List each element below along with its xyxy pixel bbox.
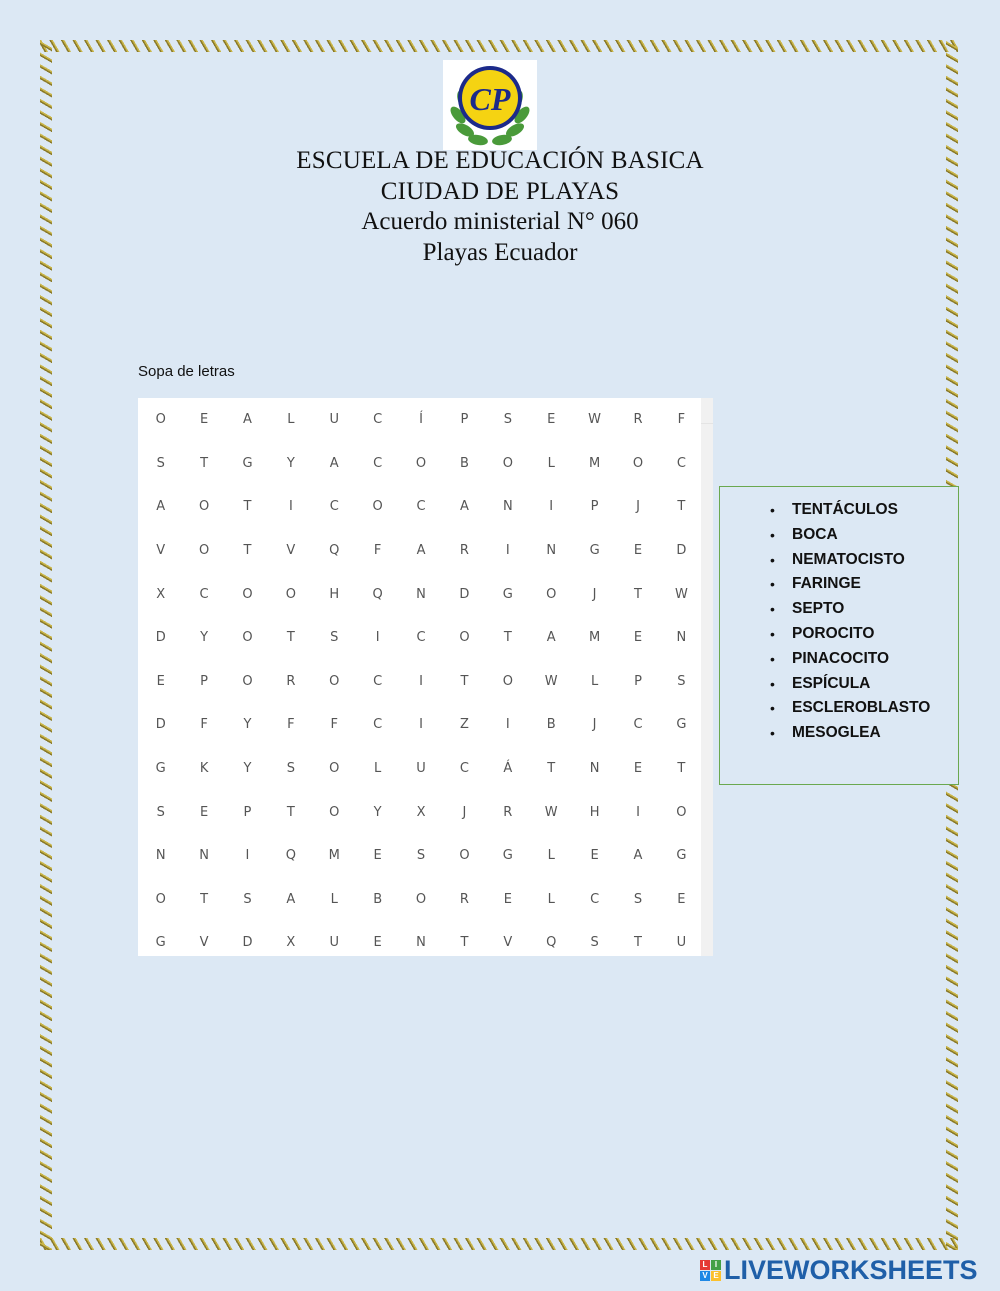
grid-cell[interactable]: B xyxy=(546,717,556,733)
grid-cell[interactable]: U xyxy=(329,412,340,428)
grid-cell[interactable]: S xyxy=(243,891,252,907)
grid-cell[interactable]: C xyxy=(373,412,383,428)
grid-cell[interactable]: O xyxy=(155,412,166,428)
word-search-grid[interactable] xyxy=(138,398,713,956)
grid-cell[interactable]: N xyxy=(546,543,557,559)
grid-cell[interactable]: V xyxy=(286,543,296,559)
grid-cell[interactable]: T xyxy=(200,455,209,471)
grid-cell[interactable]: I xyxy=(419,717,423,733)
grid-cell[interactable]: V xyxy=(503,935,513,951)
grid-cell[interactable]: L xyxy=(590,673,599,689)
grid-cell[interactable]: W xyxy=(588,412,602,428)
bullet-icon: • xyxy=(770,700,775,717)
grid-cell[interactable]: J xyxy=(592,586,597,602)
word-list xyxy=(766,498,930,746)
grid-cell[interactable]: T xyxy=(547,761,556,777)
grid-cell[interactable]: C xyxy=(329,499,339,515)
grid-cell[interactable]: F xyxy=(287,717,295,733)
grid-cell[interactable]: I xyxy=(375,630,380,646)
grid-cell[interactable]: T xyxy=(286,804,295,820)
decorative-border-bottom xyxy=(40,1238,958,1250)
grid-cell[interactable]: O xyxy=(502,673,513,689)
grid-cell[interactable]: C xyxy=(416,499,426,515)
grid-cell[interactable]: C xyxy=(373,455,383,471)
grid-cell[interactable]: O xyxy=(285,586,296,602)
school-city: CIUDAD DE PLAYAS xyxy=(380,177,620,205)
grid-cell[interactable]: T xyxy=(243,499,252,515)
grid-cell[interactable]: O xyxy=(502,455,513,471)
grid-cell[interactable]: A xyxy=(243,412,252,428)
grid-cell[interactable]: L xyxy=(547,455,555,471)
grid-cell[interactable]: O xyxy=(329,673,340,689)
grid-cell[interactable]: O xyxy=(372,499,383,515)
grid-cell[interactable]: R xyxy=(459,543,469,559)
grid-cell[interactable]: E xyxy=(633,543,643,559)
grid-cell[interactable]: O xyxy=(242,673,253,689)
word-list-item xyxy=(766,647,930,672)
grid-cell[interactable]: Q xyxy=(372,586,383,602)
grid-cell[interactable]: R xyxy=(503,804,513,820)
grid-cell[interactable]: A xyxy=(546,630,556,646)
grid-cell[interactable]: O xyxy=(329,804,340,820)
grid-cell[interactable]: I xyxy=(245,848,250,864)
grid-cell[interactable]: O xyxy=(242,630,253,646)
grid-cell[interactable]: O xyxy=(632,455,644,471)
grid-cell[interactable]: D xyxy=(155,717,166,733)
grid-cell[interactable]: T xyxy=(286,630,295,646)
grid-cell[interactable]: T xyxy=(634,586,642,602)
word-text: FARINGE xyxy=(792,575,861,593)
grid-cell[interactable]: V xyxy=(199,935,209,951)
grid-cell[interactable]: R xyxy=(633,412,643,428)
grid-cell[interactable]: O xyxy=(155,891,166,907)
grid-cell[interactable]: Y xyxy=(200,630,209,646)
grid-cell[interactable]: W xyxy=(544,804,558,820)
word-text: BOCA xyxy=(792,525,838,543)
grid-cell[interactable]: W xyxy=(674,586,688,602)
grid-cell[interactable]: O xyxy=(415,891,427,907)
grid-cell[interactable]: S xyxy=(156,455,165,471)
grid-cell[interactable]: D xyxy=(676,543,687,559)
grid-cell[interactable]: O xyxy=(329,761,340,777)
grid-cell[interactable]: P xyxy=(590,499,599,515)
grid-cell[interactable]: Y xyxy=(286,455,295,471)
grid-cell[interactable]: T xyxy=(677,499,686,515)
word-list-item xyxy=(766,672,930,697)
grid-cell[interactable]: P xyxy=(460,412,469,428)
ministerial-agreement: Acuerdo ministerial N° 060 xyxy=(361,208,639,235)
brand-icon-letter: V xyxy=(700,1271,710,1281)
grid-cell[interactable]: M xyxy=(588,455,601,471)
grid-cell[interactable]: S xyxy=(286,761,295,777)
brand-icon-letter: I xyxy=(711,1260,721,1270)
grid-cell[interactable]: Í xyxy=(419,412,423,428)
bullet-icon: • xyxy=(770,601,775,618)
word-text: NEMATOCISTO xyxy=(792,550,905,568)
school-location: Playas Ecuador xyxy=(422,238,578,266)
word-list-item xyxy=(766,597,930,622)
grid-cell[interactable]: T xyxy=(677,761,686,777)
grid-cell[interactable]: L xyxy=(330,891,338,907)
grid-cell[interactable]: S xyxy=(677,673,686,689)
grid-cell[interactable]: B xyxy=(373,891,383,907)
grid-cell[interactable]: P xyxy=(634,673,642,689)
bullet-icon: • xyxy=(770,675,775,692)
bullet-icon: • xyxy=(770,551,775,568)
word-list-item xyxy=(766,622,930,647)
grid-cell[interactable]: O xyxy=(415,455,427,471)
letter-grid[interactable] xyxy=(138,398,703,965)
grid-cell[interactable]: U xyxy=(676,935,687,951)
grid-cell[interactable]: I xyxy=(288,499,293,515)
grid-cell[interactable]: A xyxy=(329,455,339,471)
grid-cell[interactable]: F xyxy=(330,717,338,733)
grid-cell[interactable]: E xyxy=(677,891,686,907)
bullet-icon: • xyxy=(770,502,775,518)
bullet-icon: • xyxy=(770,725,775,742)
grid-cell[interactable]: X xyxy=(416,804,426,820)
grid-cell[interactable]: H xyxy=(589,804,600,820)
grid-cell[interactable]: E xyxy=(199,804,209,820)
grid-cell[interactable]: A xyxy=(459,499,469,515)
grid-cell[interactable]: L xyxy=(374,761,382,777)
grid-cell[interactable]: O xyxy=(459,848,470,864)
grid-cell[interactable]: S xyxy=(633,891,643,907)
grid-cell[interactable]: Q xyxy=(546,935,557,951)
grid-cell[interactable]: S xyxy=(503,412,512,428)
grid-cell[interactable]: H xyxy=(329,586,340,602)
grid-cell[interactable]: G xyxy=(155,761,166,777)
bullet-icon: • xyxy=(770,625,775,642)
grid-cell[interactable]: J xyxy=(636,499,640,515)
grid-cell[interactable]: E xyxy=(633,630,643,646)
grid-cell[interactable]: C xyxy=(459,761,469,777)
grid-cell[interactable]: M xyxy=(588,630,601,646)
grid-cell[interactable]: Y xyxy=(243,761,252,777)
grid-cell[interactable]: N xyxy=(416,935,426,951)
grid-cell[interactable]: A xyxy=(286,891,296,907)
grid-cell[interactable]: D xyxy=(242,935,253,951)
grid-cell[interactable]: R xyxy=(286,673,296,689)
grid-cell[interactable]: G xyxy=(676,848,687,864)
grid-cell[interactable]: G xyxy=(155,935,166,951)
word-text: ESCLEROBLASTO xyxy=(792,699,931,717)
grid-cell[interactable]: E xyxy=(633,761,643,777)
grid-cell[interactable]: S xyxy=(330,630,339,646)
grid-cell[interactable]: Á xyxy=(503,761,513,777)
grid-cell[interactable]: E xyxy=(373,848,382,864)
grid-cell[interactable]: D xyxy=(459,586,470,602)
bullet-icon: • xyxy=(770,526,775,543)
grid-cell[interactable]: C xyxy=(633,717,643,733)
grid-cell[interactable]: J xyxy=(462,804,467,820)
grid-cell[interactable]: O xyxy=(546,586,557,602)
grid-cell[interactable]: N xyxy=(676,630,687,646)
grid-cell[interactable]: N xyxy=(502,499,513,515)
grid-cell[interactable]: T xyxy=(634,935,642,951)
grid-cell[interactable]: N xyxy=(589,761,600,777)
word-text: ESPÍCULA xyxy=(792,674,871,692)
grid-cell[interactable]: I xyxy=(505,543,510,559)
grid-cell[interactable]: G xyxy=(502,848,513,864)
word-list-item xyxy=(766,721,930,746)
grid-cell[interactable]: L xyxy=(547,891,555,907)
grid-cell[interactable]: E xyxy=(503,891,512,907)
grid-cell[interactable]: K xyxy=(199,761,209,777)
word-list-item xyxy=(766,523,930,548)
grid-cell[interactable]: B xyxy=(459,455,469,471)
grid-cell[interactable]: T xyxy=(200,891,209,907)
grid-cell[interactable]: X xyxy=(156,586,166,602)
word-list-item xyxy=(766,696,930,721)
grid-cell[interactable]: S xyxy=(590,935,599,951)
grid-cell[interactable]: C xyxy=(373,717,383,733)
grid-cell[interactable]: A xyxy=(633,848,643,864)
liveworksheets-logo-icon xyxy=(700,1260,721,1281)
grid-cell[interactable]: I xyxy=(549,499,554,515)
bullet-icon: • xyxy=(770,576,775,593)
liveworksheets-brand xyxy=(700,1255,978,1285)
grid-cell[interactable]: I xyxy=(419,673,423,689)
grid-cell[interactable]: E xyxy=(373,935,382,951)
grid-cell[interactable]: C xyxy=(373,673,383,689)
grid-cell[interactable]: G xyxy=(589,543,600,559)
school-logo xyxy=(443,60,537,150)
word-list-item xyxy=(766,548,930,573)
word-list-item xyxy=(766,572,930,597)
grid-cell[interactable]: G xyxy=(676,717,687,733)
grid-cell[interactable]: T xyxy=(503,630,512,646)
word-text: TENTÁCULOS xyxy=(792,501,898,518)
word-text: SEPTO xyxy=(792,600,845,618)
grid-cell[interactable]: C xyxy=(416,630,426,646)
grid-cell[interactable]: G xyxy=(502,586,513,602)
grid-cell[interactable]: E xyxy=(547,412,556,428)
grid-cell[interactable]: C xyxy=(199,586,209,602)
grid-cell[interactable]: C xyxy=(676,455,686,471)
grid-cell[interactable]: G xyxy=(242,455,253,471)
grid-cell[interactable]: T xyxy=(460,673,469,689)
grid-cell[interactable]: U xyxy=(329,935,340,951)
grid-cell[interactable]: P xyxy=(243,804,252,820)
word-list-item xyxy=(766,498,930,523)
grid-cell[interactable]: N xyxy=(416,586,426,602)
grid-cell[interactable]: N xyxy=(155,848,166,864)
grid-cell[interactable]: O xyxy=(198,543,210,559)
grid-cell[interactable]: O xyxy=(242,586,253,602)
grid-cell[interactable]: F xyxy=(373,543,382,559)
grid-cell[interactable]: J xyxy=(592,717,597,733)
grid-cell[interactable]: P xyxy=(200,673,208,689)
grid-cell[interactable]: S xyxy=(156,804,165,820)
bullet-icon: • xyxy=(770,650,775,667)
grid-cell[interactable]: W xyxy=(544,673,558,689)
grid-cell[interactable]: Q xyxy=(285,848,296,864)
decorative-border-top xyxy=(40,40,958,52)
word-text: MESOGLEA xyxy=(792,724,881,742)
activity-title: Sopa de letras xyxy=(138,363,235,380)
svg-text:CP: CP xyxy=(469,81,511,117)
word-text: POROCITO xyxy=(792,624,875,642)
brand-text: LIVEWORKSHEETS xyxy=(724,1254,978,1285)
school-header xyxy=(0,146,1000,268)
grid-cell[interactable]: X xyxy=(286,935,296,951)
grid-cell[interactable]: A xyxy=(156,499,166,515)
grid-cell[interactable]: O xyxy=(198,499,210,515)
grid-cell[interactable]: C xyxy=(590,891,600,907)
grid-cell[interactable]: Z xyxy=(459,717,469,733)
grid-cell[interactable]: S xyxy=(416,848,426,864)
brand-icon-letter: L xyxy=(700,1260,710,1270)
grid-cell[interactable]: U xyxy=(416,761,426,777)
grid-cell[interactable]: N xyxy=(199,848,209,864)
grid-cell[interactable]: F xyxy=(677,412,686,428)
grid-cell[interactable]: E xyxy=(156,673,165,689)
grid-cell[interactable]: O xyxy=(676,804,687,820)
grid-cell[interactable]: V xyxy=(156,543,166,559)
grid-cell[interactable]: L xyxy=(547,848,555,864)
grid-cell[interactable]: I xyxy=(636,804,640,820)
grid-cell[interactable]: A xyxy=(416,543,426,559)
grid-cell[interactable]: D xyxy=(155,630,166,646)
word-text: PINACOCITO xyxy=(792,649,890,667)
grid-cell[interactable]: O xyxy=(459,630,470,646)
grid-cell[interactable]: I xyxy=(505,717,510,733)
brand-icon-letter: E xyxy=(711,1271,721,1281)
grid-cell[interactable]: E xyxy=(590,848,599,864)
grid-cell[interactable]: Y xyxy=(373,804,382,820)
grid-cell[interactable]: E xyxy=(199,412,209,428)
grid-cell[interactable]: M xyxy=(328,848,340,864)
word-list-box xyxy=(719,486,959,785)
grid-cell[interactable]: Q xyxy=(329,543,340,559)
grid-cell[interactable]: Y xyxy=(243,717,252,733)
grid-cell[interactable]: R xyxy=(459,891,469,907)
grid-cell[interactable]: L xyxy=(287,412,295,428)
school-name: ESCUELA DE EDUCACIÓN BASICA xyxy=(296,147,704,174)
grid-cell[interactable]: T xyxy=(243,543,252,559)
grid-cell[interactable]: F xyxy=(200,717,208,733)
grid-cell[interactable]: T xyxy=(460,935,469,951)
